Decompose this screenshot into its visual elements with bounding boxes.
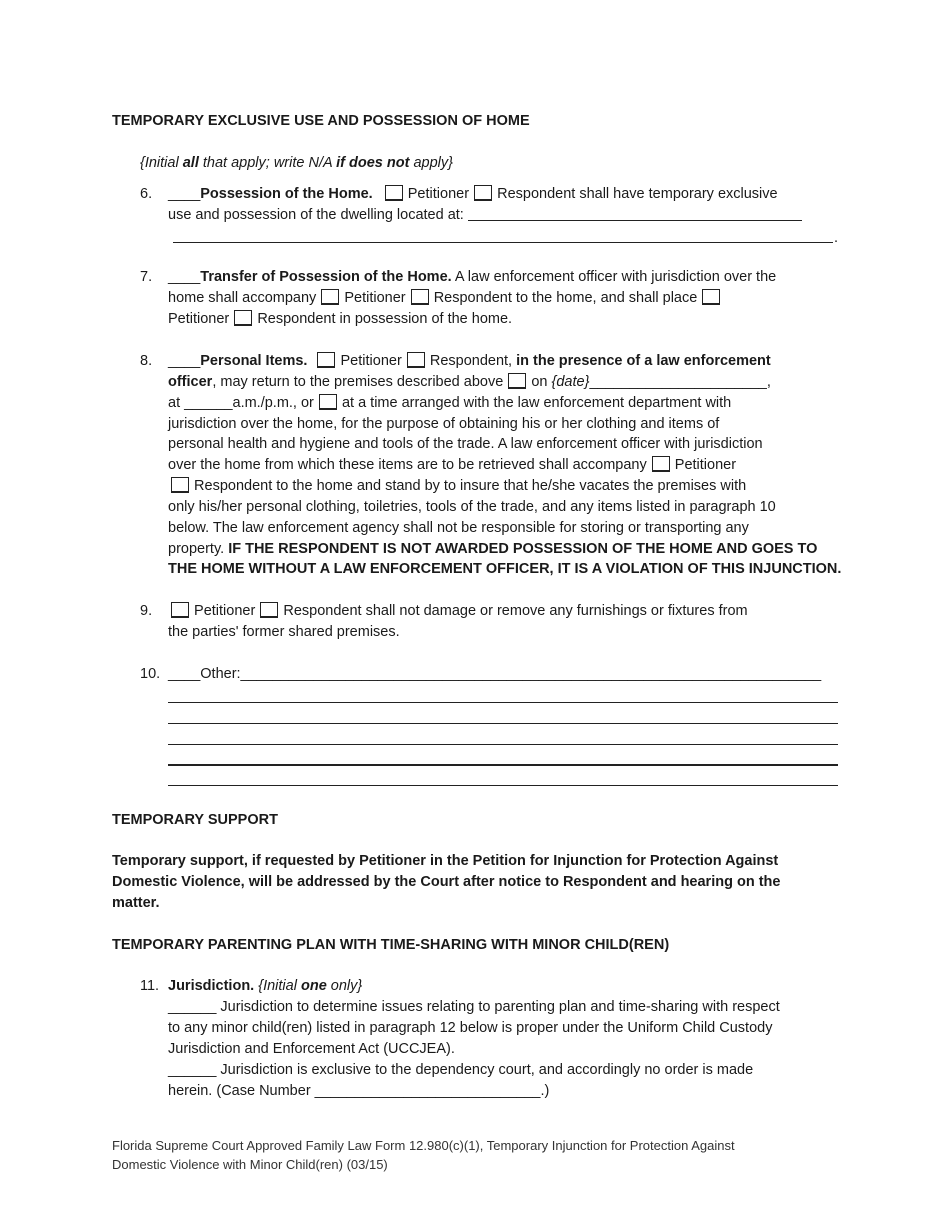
section-title-support: TEMPORARY SUPPORT xyxy=(112,812,278,828)
instruction-text: {Initial xyxy=(258,978,301,994)
address-line-2[interactable] xyxy=(173,242,833,243)
item-number: 11. xyxy=(140,978,160,994)
item11-instruction xyxy=(258,978,362,994)
instruction-emphasis: if does not xyxy=(336,155,410,171)
item9-text: Respondent shall not damage or remove any furnishings or fixtures from xyxy=(283,603,748,619)
petitioner-label: Petitioner xyxy=(194,603,256,619)
item11-text: to any minor child(ren) listed in paragraph 12 below is proper under the Uniform Child Custody xyxy=(168,1020,773,1036)
jurisdiction-option-1[interactable]: ______ Jurisdiction to determine issues relating to parenting plan and time-sharing with respect xyxy=(168,999,780,1015)
jurisdiction-option-2[interactable]: ______ Jurisdiction is exclusive to the dependency court, and accordingly no order is made xyxy=(168,1062,754,1078)
petitioner-checkbox[interactable] xyxy=(702,289,720,305)
support-text: Domestic Violence, will be addressed by the Court after notice to Respondent and hearing on the xyxy=(112,874,781,890)
item8-line7 xyxy=(168,476,746,496)
item7-line2 xyxy=(168,288,721,308)
item-number: 7. xyxy=(140,269,153,285)
respondent-checkbox[interactable] xyxy=(234,310,252,326)
item7-line3 xyxy=(168,309,512,329)
petitioner-checkbox[interactable] xyxy=(171,602,189,618)
item8-text: , may return to the premises described above xyxy=(212,374,504,390)
item8-line5: personal health and hygiene and tools of the trade. A law enforcement officer with jurisdiction xyxy=(168,436,763,452)
instruction-emphasis: all xyxy=(182,155,199,171)
item6-heading: Possession of the Home. xyxy=(200,186,373,202)
item8-line3 xyxy=(168,393,731,413)
item8-line4: jurisdiction over the home, for the purpose of obtaining his or her clothing and items of xyxy=(168,416,720,432)
initial-blank[interactable]: ____ xyxy=(168,186,201,202)
initial-blank[interactable]: ____ xyxy=(168,353,201,369)
support-text: Temporary support, if requested by Petitioner in the Petition for Injunction for Protection Against xyxy=(112,853,779,869)
instruction-text: {Initial xyxy=(140,155,183,171)
respondent-checkbox[interactable] xyxy=(407,352,425,368)
instruction-emphasis: one xyxy=(300,978,327,994)
respondent-checkbox[interactable] xyxy=(411,289,429,305)
item7-heading: Transfer of Possession of the Home. xyxy=(200,269,452,285)
instruction-text: only} xyxy=(326,978,363,994)
item7-text: A law enforcement officer with jurisdiction over the xyxy=(454,269,777,285)
item8-emphasis: officer xyxy=(168,374,213,390)
respondent-label: Respondent, xyxy=(429,353,513,369)
other-line[interactable] xyxy=(168,785,838,786)
instruction-text: that apply; write N/A xyxy=(198,155,337,171)
item8-text: property. xyxy=(168,541,225,557)
respondent-checkbox[interactable] xyxy=(171,477,189,493)
item6-line2 xyxy=(168,205,802,225)
petitioner-label: Petitioner xyxy=(674,457,737,473)
item8-warning: IF THE RESPONDENT IS NOT AWARDED POSSESSION OF THE HOME AND GOES TO xyxy=(228,541,818,557)
petitioner-checkbox[interactable] xyxy=(652,456,670,472)
item6-text: Respondent shall have temporary exclusive xyxy=(497,186,778,202)
other-line[interactable] xyxy=(168,744,838,745)
item8-heading: Personal Items. xyxy=(200,353,308,369)
item8-emphasis: in the presence of a law enforcement xyxy=(516,353,771,369)
case-number-field[interactable]: herein. (Case Number ____________________________.) xyxy=(168,1083,550,1099)
petitioner-checkbox[interactable] xyxy=(385,185,403,201)
item6-line1 xyxy=(168,184,778,204)
time-field[interactable]: at ______a.m./p.m., or xyxy=(168,395,314,411)
respondent-checkbox[interactable] xyxy=(260,602,278,618)
petitioner-checkbox[interactable] xyxy=(317,352,335,368)
item-number: 8. xyxy=(140,353,153,369)
instruction-initial-all xyxy=(140,153,453,173)
item8-text: at a time arranged with the law enforcement department with xyxy=(341,395,732,411)
other-field[interactable]: ____Other:________________________________________________________________________ xyxy=(168,666,822,682)
item8-line10 xyxy=(168,539,817,559)
item8-line9: below. The law enforcement agency shall not be responsible for storing or transporting any xyxy=(168,520,749,536)
address-field[interactable] xyxy=(468,206,802,221)
footer-line: Florida Supreme Court Approved Family Law Form 12.980(c)(1), Temporary Injunction for Protection Against xyxy=(112,1138,735,1153)
petitioner-label: Petitioner xyxy=(407,186,470,202)
item8-warning: THE HOME WITHOUT A LAW ENFORCEMENT OFFICER, IT IS A VIOLATION OF THIS INJUNCTION. xyxy=(168,561,842,577)
item8-line6 xyxy=(168,455,736,475)
item11-line1 xyxy=(168,976,362,996)
support-text: matter. xyxy=(112,895,160,911)
initial-blank[interactable]: ____ xyxy=(168,269,201,285)
item-number: 6. xyxy=(140,186,153,202)
item8-line8: only his/her personal clothing, toiletries, tools of the trade, and any items listed in paragraph 10 xyxy=(168,499,776,515)
item6-period: . xyxy=(834,230,839,246)
premises-checkbox[interactable] xyxy=(508,373,526,389)
instruction-text: apply} xyxy=(409,155,453,171)
item-number: 10. xyxy=(140,666,161,682)
item8-text: over the home from which these items are to be retrieved shall accompany xyxy=(168,457,647,473)
item-number: 9. xyxy=(140,603,153,619)
other-line[interactable] xyxy=(168,764,838,766)
item8-line1 xyxy=(168,351,771,371)
arranged-time-checkbox[interactable] xyxy=(319,394,337,410)
item11-heading: Jurisdiction. xyxy=(168,978,255,994)
item7-text: home shall accompany xyxy=(168,290,317,306)
item9-line2: the parties' former shared premises. xyxy=(168,624,400,640)
item7-text: Respondent in possession of the home. xyxy=(257,311,513,327)
petitioner-checkbox[interactable] xyxy=(321,289,339,305)
petitioner-label: Petitioner xyxy=(344,290,406,306)
item7-line1 xyxy=(168,267,776,287)
section-title-home: TEMPORARY EXCLUSIVE USE AND POSSESSION OF HOME xyxy=(112,113,530,129)
item7-text: Respondent to the home, and shall place xyxy=(433,290,698,306)
item8-text: on xyxy=(531,374,548,390)
footer-line: Domestic Violence with Minor Child(ren) (03/15) xyxy=(112,1157,388,1172)
date-label: {date} xyxy=(551,374,590,390)
item8-text: Respondent to the home and stand by to insure that he/she vacates the premises with xyxy=(194,478,747,494)
section-title-parenting: TEMPORARY PARENTING PLAN WITH TIME-SHARING WITH MINOR CHILD(REN) xyxy=(112,937,670,953)
petitioner-label: Petitioner xyxy=(340,353,402,369)
item9-line1 xyxy=(168,601,748,621)
other-line[interactable] xyxy=(168,702,838,703)
item11-text: Jurisdiction and Enforcement Act (UCCJEA). xyxy=(168,1041,455,1057)
other-line[interactable] xyxy=(168,723,838,724)
petitioner-label: Petitioner xyxy=(168,311,230,327)
date-field[interactable]: ______________________, xyxy=(589,374,771,390)
respondent-checkbox[interactable] xyxy=(474,185,492,201)
item8-line2 xyxy=(168,372,771,392)
item6-text: use and possession of the dwelling located at: xyxy=(168,207,464,223)
